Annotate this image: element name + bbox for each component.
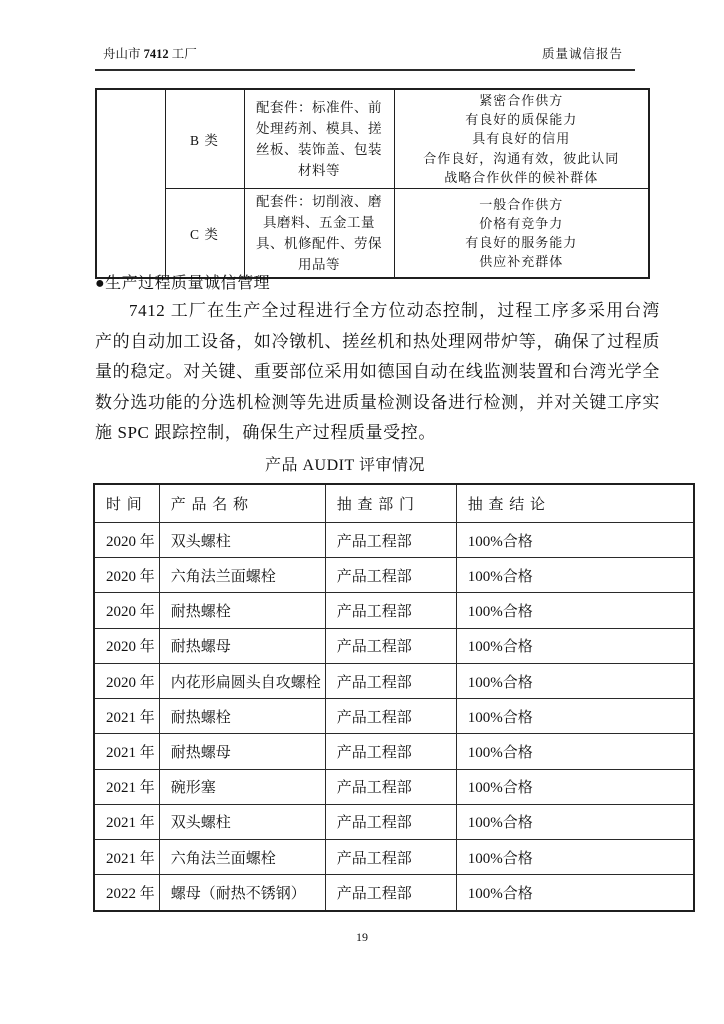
table-cell: 产品工程部 [325, 593, 456, 628]
audit-table-title: 产品 AUDIT 评审情况 [265, 457, 425, 474]
header-right-title: 质量诚信报告 [541, 47, 623, 61]
evaluation-line: 有良好的服务能力 [465, 235, 578, 251]
page-number: 19 [356, 930, 368, 944]
table-row [94, 593, 694, 628]
table-cell: 100%合格 [456, 840, 694, 875]
table-cell: 2020 年 [94, 523, 159, 558]
table-row [94, 804, 694, 839]
evaluation-line: 紧密合作供方 [479, 93, 564, 108]
column-header-time: 时 间 [94, 484, 159, 523]
table-cell: 100%合格 [456, 875, 694, 911]
table-cell: 100%合格 [456, 663, 694, 698]
table-cell: 100%合格 [456, 558, 694, 593]
evaluation-line: 供应补充群体 [479, 254, 564, 270]
table-cell: 耐热螺母 [159, 734, 325, 769]
table-cell: 2022 年 [94, 875, 159, 911]
table-cell: 100%合格 [456, 699, 694, 734]
table-cell: 螺母（耐热不锈钢） [159, 875, 325, 911]
table-cell: 双头螺柱 [159, 804, 325, 839]
table-cell: 产品工程部 [325, 875, 456, 911]
header-factory-suffix: 工厂 [168, 47, 197, 61]
table-cell: 产品工程部 [325, 628, 456, 663]
table-cell: 100%合格 [456, 523, 694, 558]
table-cell: 内花形扁圆头自攻螺栓 [159, 663, 325, 698]
audit-table-body [94, 523, 694, 912]
table-cell: 耐热螺母 [159, 628, 325, 663]
table-row [94, 875, 694, 911]
evaluation-line: 有良好的质保能力 [465, 112, 578, 128]
table-cell: 产品工程部 [325, 804, 456, 839]
table-cell: 100%合格 [456, 804, 694, 839]
table-cell: 产品工程部 [325, 523, 456, 558]
table-cell: 产品工程部 [325, 734, 456, 769]
table-cell: 2020 年 [94, 663, 159, 698]
audit-table [93, 483, 695, 912]
evaluation-line: 具有良好的信用 [472, 131, 571, 147]
evaluation-line: 一般合作供方 [479, 196, 564, 212]
table-row [94, 769, 694, 804]
table-cell: 耐热螺栓 [159, 593, 325, 628]
table-cell: 2020 年 [94, 628, 159, 663]
body-paragraph: 7412 工厂在生产全过程进行全方位动态控制，过程工序多采用台湾产的自动加工设备，如冷镦机、搓丝机和热处理网带炉等，确保了过程质量的稳定。对关键、重要部位采用如德国自动在线监测装置和台湾光学全数分选功能的分选机检测等先进质量检测设备进行检测，并对关键工序实施 SPC 跟踪控制，确保生产过程质量受控。 [95, 301, 660, 443]
evaluation-c-cell [394, 189, 649, 279]
header-city: 舟山市 [103, 47, 144, 61]
items-c-cell: 配套件：切削液、磨具磨料、五金工量具、机修配件、劳保用品等 [244, 189, 394, 279]
table-cell: 六角法兰面螺栓 [159, 558, 325, 593]
table-row [94, 734, 694, 769]
table-cell: 2021 年 [94, 699, 159, 734]
table-cell: 双头螺柱 [159, 523, 325, 558]
table-cell: 产品工程部 [325, 769, 456, 804]
page-header [95, 44, 635, 71]
table-cell: 2021 年 [94, 840, 159, 875]
table-row [94, 628, 694, 663]
items-b-cell: 配套件：标准件、前处理药剂、模具、搓丝板、装饰盖、包装材料等 [244, 89, 394, 189]
supplier-category-table [95, 88, 650, 279]
table-cell: 100%合格 [456, 593, 694, 628]
evaluation-b-cell [394, 89, 649, 189]
table-row [94, 699, 694, 734]
evaluation-line: 战略合作伙伴的候补群体 [444, 169, 599, 185]
section-heading: ●生产过程质量诚信管理 [95, 275, 271, 292]
table-cell: 2020 年 [94, 593, 159, 628]
category-b-cell: B 类 [165, 89, 244, 189]
table-row [96, 89, 649, 189]
column-header-product: 产 品 名 称 [159, 484, 325, 523]
table-cell: 100%合格 [456, 769, 694, 804]
table-cell: 2021 年 [94, 734, 159, 769]
table-cell: 碗形塞 [159, 769, 325, 804]
category-c-cell: C 类 [165, 189, 244, 279]
empty-merged-cell [96, 89, 165, 278]
table-row [96, 189, 649, 279]
table-cell: 产品工程部 [325, 699, 456, 734]
column-header-department: 抽 查 部 门 [325, 484, 456, 523]
table-cell: 耐热螺栓 [159, 699, 325, 734]
header-factory-number: 7412 [143, 47, 169, 61]
table-header-row [94, 484, 694, 523]
table-cell: 100%合格 [456, 734, 694, 769]
table-cell: 2021 年 [94, 769, 159, 804]
evaluation-line: 合作良好，沟通有效，彼此认同 [423, 150, 620, 166]
table-row [94, 523, 694, 558]
table-row [94, 558, 694, 593]
table-cell: 产品工程部 [325, 663, 456, 698]
table-row [94, 840, 694, 875]
evaluation-line: 价格有竞争力 [479, 215, 564, 231]
header-left-title [95, 44, 197, 62]
table-row [94, 663, 694, 698]
table-cell: 100%合格 [456, 628, 694, 663]
table-cell: 2021 年 [94, 804, 159, 839]
table-cell: 产品工程部 [325, 840, 456, 875]
table-cell: 产品工程部 [325, 558, 456, 593]
table-cell: 六角法兰面螺栓 [159, 840, 325, 875]
table-cell: 2020 年 [94, 558, 159, 593]
column-header-conclusion: 抽 查 结 论 [456, 484, 694, 523]
